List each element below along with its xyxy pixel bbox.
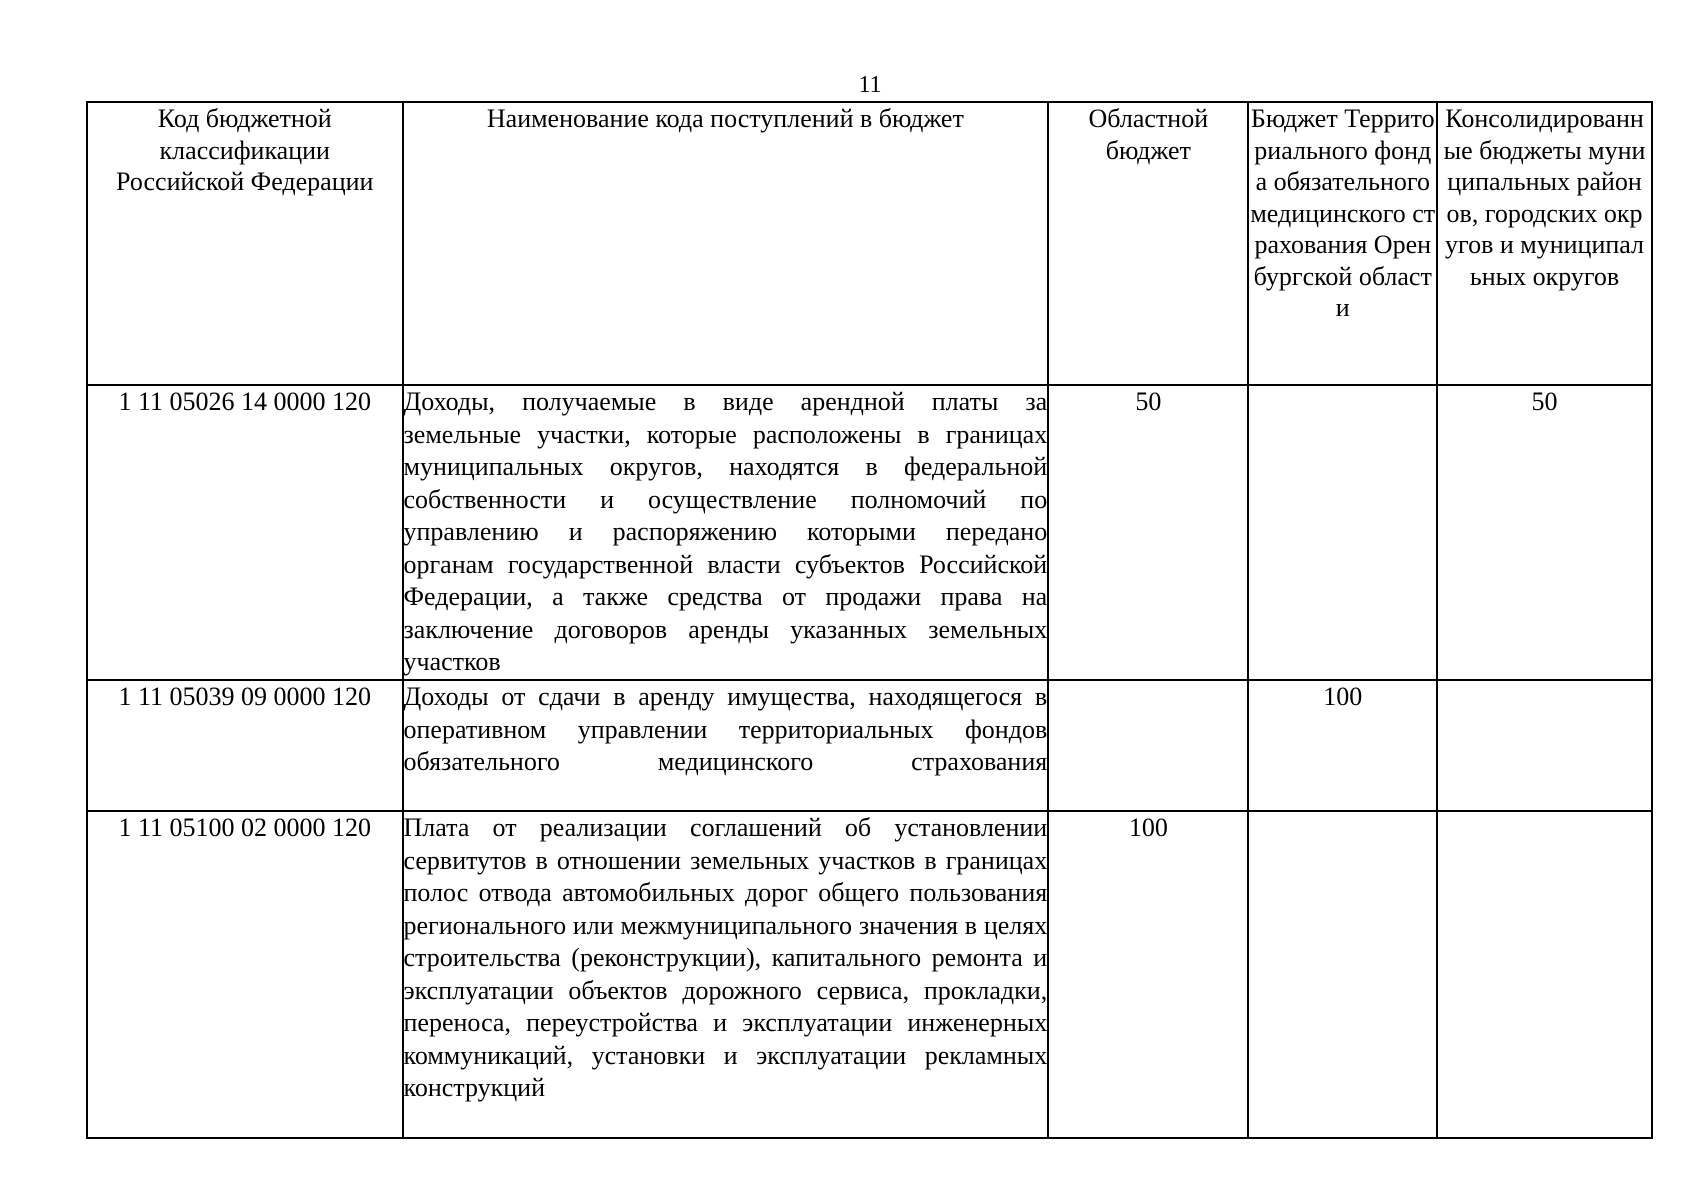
header-name-text: Наименование кода поступлений в бюджет [486, 104, 964, 133]
header-code [87, 102, 403, 385]
budget-classification-table [86, 101, 1653, 1139]
header-code-text: Код бюджетной классификации Российской Федерации [116, 104, 374, 196]
table-row [87, 680, 1652, 811]
header-name [403, 102, 1049, 385]
row-municipal-value [1437, 811, 1652, 1138]
table-header-row [87, 102, 1652, 385]
header-municipal [1437, 102, 1652, 385]
row-tfoms-value [1248, 385, 1437, 680]
header-regional-text: Областной бюджет [1088, 104, 1209, 165]
header-tfoms [1248, 102, 1437, 385]
row-code: 1 11 05026 14 0000 120 [87, 385, 403, 680]
row-tfoms-value: 100 [1248, 680, 1437, 811]
page-number: 11 [858, 72, 882, 98]
row-name: Доходы, получаемые в виде арендной платы за земельные участки, которые расположены в границах муниципальных округов, находятся в федеральной собственности и осуществление полномочий по управлению и распоряжению которыми передано органам государственной власти субъектов Российской Федерации, а также средства от продажи права на заключение договоров аренды указанных земельных участков [403, 385, 1049, 680]
header-tfoms-text: Бюджет Территориального фонда обязательного медицинского страхования Оренбургской области [1250, 104, 1436, 322]
table-row [87, 385, 1652, 680]
row-code: 1 11 05100 02 0000 120 [87, 811, 403, 1138]
header-municipal-text: Консолидированные бюджеты муниципальных районов, городских округов и муниципальных округов [1443, 104, 1646, 291]
header-regional [1048, 102, 1248, 385]
row-tfoms-value [1248, 811, 1437, 1138]
row-regional-value: 50 [1048, 385, 1248, 680]
row-municipal-value: 50 [1437, 385, 1652, 680]
row-municipal-value [1437, 680, 1652, 811]
row-regional-value: 100 [1048, 811, 1248, 1138]
table-row [87, 811, 1652, 1138]
row-name: Плата от реализации соглашений об установлении сервитутов в отношении земельных участков в границах полос отвода автомобильных дорог общего пользования регионального или межмуниципального значения в целях строительства (реконструкции), капитального ремонта и эксплуатации объектов дорожного сервиса, прокладки, переноса, переустройства и эксплуатации инженерных коммуникаций, установки и эксплуатации рекламных конструкций [403, 811, 1049, 1138]
row-code: 1 11 05039 09 0000 120 [87, 680, 403, 811]
row-regional-value [1048, 680, 1248, 811]
row-name: Доходы от сдачи в аренду имущества, находящегося в оперативном управлении территориальных фондов обязательного медицинского страхования [403, 680, 1049, 811]
